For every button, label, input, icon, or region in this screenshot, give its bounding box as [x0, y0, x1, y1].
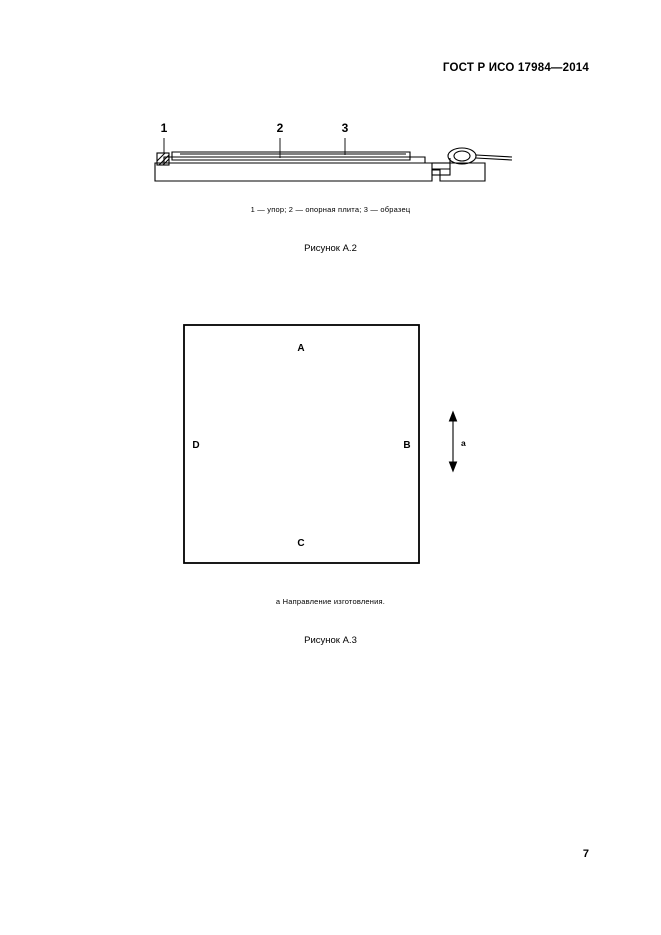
- page-number: 7: [582, 848, 589, 860]
- figure-a3-arrow-label: a: [461, 438, 466, 448]
- figure-a3-label-bottom: C: [297, 538, 305, 549]
- figure-a2-callout-1: 1: [160, 121, 168, 135]
- figure-a2-callout-2: 2: [276, 121, 284, 135]
- figure-a2-legend: 1 — упор; 2 — опорная плита; 3 — образец: [250, 205, 411, 214]
- figure-a2-title: Рисунок А.2: [304, 243, 357, 254]
- figure-a2-drawing: [140, 108, 520, 208]
- figure-a3-drawing: [150, 310, 510, 580]
- figure-a2-callout-3: 3: [341, 121, 349, 135]
- figure-a3-label-right: B: [403, 440, 411, 451]
- figure-a3-label-top: A: [297, 343, 305, 354]
- figure-a3-legend: a Направление изготовления.: [275, 597, 386, 606]
- figure-a3-label-left: D: [192, 440, 200, 451]
- standard-designation-header: ГОСТ Р ИСО 17984—2014: [442, 62, 589, 74]
- figure-a3-title: Рисунок А.3: [304, 635, 357, 646]
